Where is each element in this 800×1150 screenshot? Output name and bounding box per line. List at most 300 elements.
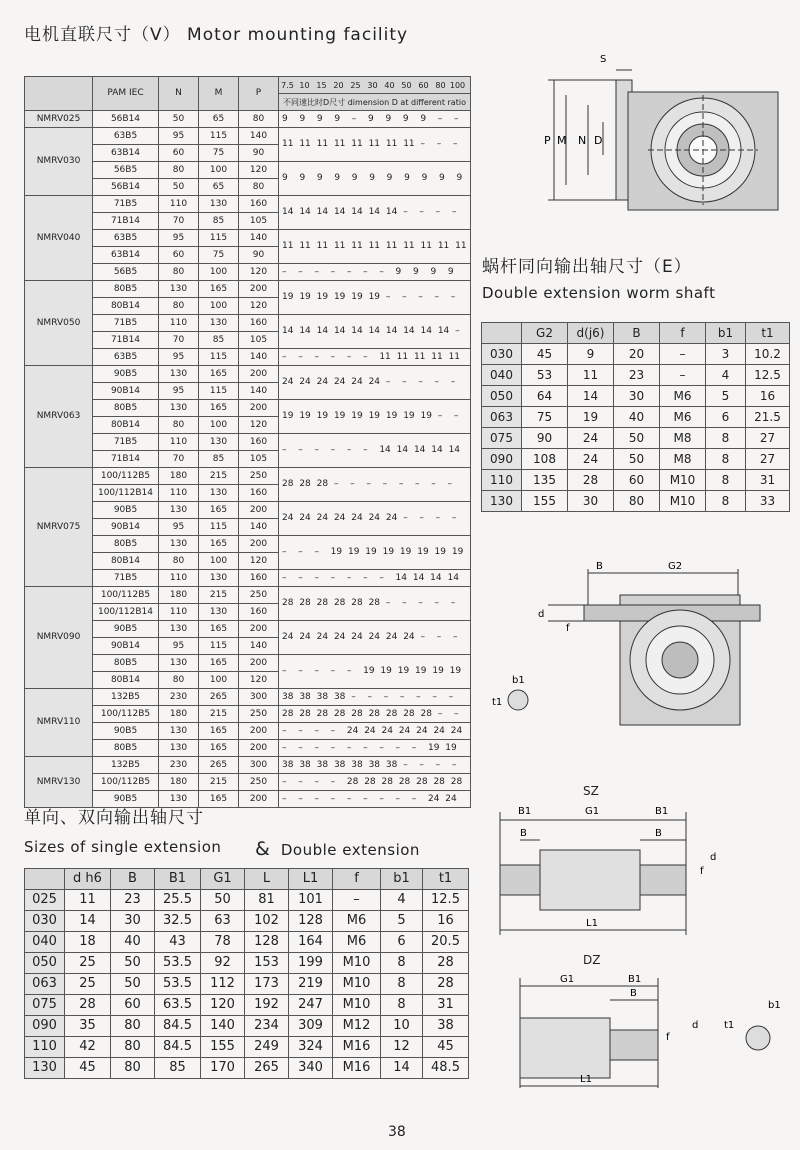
m-cell: 215 bbox=[199, 774, 239, 791]
d-cell: – – – – – – – – – 24 24 bbox=[279, 791, 471, 808]
value-cell: M8 bbox=[660, 428, 706, 449]
n-cell: 130 bbox=[159, 281, 199, 298]
d-cell: 11 11 11 11 11 11 11 11 11 11 11 bbox=[279, 230, 471, 264]
p-cell: 250 bbox=[239, 587, 279, 604]
size-cell: 130 bbox=[25, 1058, 65, 1079]
size-cell: 130 bbox=[482, 491, 522, 512]
dz-drawing bbox=[500, 968, 790, 1098]
value-cell: 64 bbox=[522, 386, 568, 407]
pam-cell: 71B14 bbox=[93, 213, 159, 230]
output-shaft-table-header bbox=[25, 869, 469, 890]
p-cell: 120 bbox=[239, 298, 279, 315]
table-row bbox=[25, 587, 471, 604]
pam-cell: 71B14 bbox=[93, 451, 159, 468]
d-cell: 28 28 28 28 28 28 28 28 28 – – bbox=[279, 706, 471, 723]
p-cell: 200 bbox=[239, 400, 279, 417]
value-cell: 80 bbox=[111, 1037, 155, 1058]
pam-cell: 132B5 bbox=[93, 689, 159, 706]
value-cell: 20.5 bbox=[423, 932, 469, 953]
p-cell: 120 bbox=[239, 672, 279, 689]
m-cell: 115 bbox=[199, 230, 239, 247]
value-cell: 45 bbox=[65, 1058, 111, 1079]
p-cell: 90 bbox=[239, 247, 279, 264]
d-cell: 19 19 19 19 19 19 19 19 19 – – bbox=[279, 400, 471, 434]
pam-cell: 56B14 bbox=[93, 179, 159, 196]
p-cell: 160 bbox=[239, 434, 279, 451]
pam-cell: 71B5 bbox=[93, 434, 159, 451]
section-e-title: 蜗杆同向输出轴尺寸（E） bbox=[482, 257, 692, 277]
value-cell: – bbox=[660, 344, 706, 365]
p-cell: 120 bbox=[239, 162, 279, 179]
d-cell: 14 14 14 14 14 14 14 14 14 14 – bbox=[279, 315, 471, 349]
p-cell: 200 bbox=[239, 281, 279, 298]
pam-cell: 132B5 bbox=[93, 757, 159, 774]
n-cell: 180 bbox=[159, 774, 199, 791]
value-cell: 53 bbox=[522, 365, 568, 386]
m-cell: 100 bbox=[199, 298, 239, 315]
value-cell: 45 bbox=[423, 1037, 469, 1058]
value-cell: 140 bbox=[201, 1016, 245, 1037]
value-cell: 50 bbox=[614, 428, 660, 449]
m-cell: 215 bbox=[199, 587, 239, 604]
value-cell: M10 bbox=[333, 995, 381, 1016]
value-cell: 35 bbox=[65, 1016, 111, 1037]
n-cell: 80 bbox=[159, 417, 199, 434]
n-cell: 80 bbox=[159, 298, 199, 315]
size-cell: 063 bbox=[482, 407, 522, 428]
pam-cell: 63B5 bbox=[93, 349, 159, 366]
value-cell: 42 bbox=[65, 1037, 111, 1058]
pam-cell: 100/112B5 bbox=[93, 587, 159, 604]
d-cell: – – – – 28 28 28 28 28 28 28 bbox=[279, 774, 471, 791]
p-cell: 120 bbox=[239, 553, 279, 570]
value-cell: M10 bbox=[333, 953, 381, 974]
section-s-subtitle-1: Sizes of single extension bbox=[24, 838, 222, 856]
value-cell: 11 bbox=[568, 365, 614, 386]
table-row bbox=[25, 757, 471, 774]
m-cell: 100 bbox=[199, 417, 239, 434]
value-cell: – bbox=[660, 365, 706, 386]
m-cell: 265 bbox=[199, 757, 239, 774]
value-cell: 128 bbox=[245, 932, 289, 953]
column-header: t1 bbox=[746, 323, 790, 344]
value-cell: M6 bbox=[333, 932, 381, 953]
n-cell: 130 bbox=[159, 621, 199, 638]
value-cell: 170 bbox=[201, 1058, 245, 1079]
size-cell: 030 bbox=[482, 344, 522, 365]
d-cell: 9 9 9 9 9 9 9 9 9 9 9 bbox=[279, 162, 471, 196]
value-cell: 48.5 bbox=[423, 1058, 469, 1079]
table-row bbox=[25, 366, 471, 383]
value-cell: 43 bbox=[155, 932, 201, 953]
value-cell: 16 bbox=[746, 386, 790, 407]
value-cell: 81 bbox=[245, 890, 289, 911]
pam-cell: 56B14 bbox=[93, 111, 159, 128]
n-cell: 110 bbox=[159, 196, 199, 213]
m-cell: 100 bbox=[199, 672, 239, 689]
sz-b-right: B bbox=[655, 828, 662, 839]
value-cell: 50 bbox=[111, 953, 155, 974]
n-cell: 95 bbox=[159, 349, 199, 366]
n-cell: 180 bbox=[159, 587, 199, 604]
m-cell: 130 bbox=[199, 485, 239, 502]
value-cell: 16 bbox=[423, 911, 469, 932]
size-cell: 110 bbox=[25, 1037, 65, 1058]
header-n: N bbox=[159, 77, 199, 111]
n-cell: 95 bbox=[159, 230, 199, 247]
p-cell: 300 bbox=[239, 689, 279, 706]
dim-m-label: M bbox=[557, 134, 567, 147]
ratio-header: 10 bbox=[299, 80, 310, 90]
value-cell: 108 bbox=[522, 449, 568, 470]
n-cell: 50 bbox=[159, 179, 199, 196]
value-cell: 155 bbox=[522, 491, 568, 512]
value-cell: 12 bbox=[381, 1037, 423, 1058]
dz-g1-label: G1 bbox=[560, 974, 575, 985]
value-cell: 199 bbox=[289, 953, 333, 974]
sz-g1-label: G1 bbox=[585, 806, 600, 817]
value-cell: 10 bbox=[381, 1016, 423, 1037]
pam-cell: 80B14 bbox=[93, 417, 159, 434]
value-cell: 25 bbox=[65, 974, 111, 995]
pam-cell: 80B14 bbox=[93, 298, 159, 315]
size-cell: 063 bbox=[25, 974, 65, 995]
value-cell: 28 bbox=[423, 974, 469, 995]
value-cell: 12.5 bbox=[746, 365, 790, 386]
m-cell: 165 bbox=[199, 366, 239, 383]
pam-cell: 90B14 bbox=[93, 383, 159, 400]
value-cell: 84.5 bbox=[155, 1016, 201, 1037]
m-cell: 165 bbox=[199, 536, 239, 553]
ratio-header: 20 bbox=[333, 80, 344, 90]
value-cell: 30 bbox=[568, 491, 614, 512]
size-cell: 110 bbox=[482, 470, 522, 491]
p-cell: 120 bbox=[239, 417, 279, 434]
p-cell: 160 bbox=[239, 485, 279, 502]
value-cell: 101 bbox=[289, 890, 333, 911]
value-cell: 6 bbox=[706, 407, 746, 428]
e-b1-label: b1 bbox=[512, 675, 525, 686]
page-number: 38 bbox=[388, 1124, 406, 1140]
column-header: L bbox=[245, 869, 289, 890]
p-cell: 250 bbox=[239, 774, 279, 791]
pam-cell: 90B5 bbox=[93, 621, 159, 638]
p-cell: 200 bbox=[239, 655, 279, 672]
value-cell: M12 bbox=[333, 1016, 381, 1037]
n-cell: 130 bbox=[159, 655, 199, 672]
value-cell: 32.5 bbox=[155, 911, 201, 932]
m-cell: 130 bbox=[199, 196, 239, 213]
n-cell: 50 bbox=[159, 111, 199, 128]
pam-cell: 80B5 bbox=[93, 281, 159, 298]
column-header: b1 bbox=[706, 323, 746, 344]
value-cell: 28 bbox=[65, 995, 111, 1016]
pam-cell: 90B14 bbox=[93, 519, 159, 536]
column-header: L1 bbox=[289, 869, 333, 890]
value-cell: 11 bbox=[65, 890, 111, 911]
worm-shaft-table-header bbox=[482, 323, 790, 344]
d-cell: – – – – – – – – – 19 19 bbox=[279, 740, 471, 757]
size-cell: 090 bbox=[482, 449, 522, 470]
sz-b1-left: B1 bbox=[518, 806, 532, 817]
value-cell: 31 bbox=[423, 995, 469, 1016]
ampersand: & bbox=[255, 838, 271, 860]
value-cell: 60 bbox=[111, 995, 155, 1016]
n-cell: 130 bbox=[159, 400, 199, 417]
value-cell: 135 bbox=[522, 470, 568, 491]
pam-cell: 90B5 bbox=[93, 723, 159, 740]
m-cell: 165 bbox=[199, 723, 239, 740]
m-cell: 130 bbox=[199, 315, 239, 332]
e-g2-label: G2 bbox=[668, 561, 683, 572]
value-cell: 20 bbox=[614, 344, 660, 365]
dz-caption: DZ bbox=[583, 953, 601, 967]
value-cell: M6 bbox=[660, 407, 706, 428]
value-cell: 23 bbox=[614, 365, 660, 386]
value-cell: 112 bbox=[201, 974, 245, 995]
value-cell: 4 bbox=[381, 890, 423, 911]
value-cell: M6 bbox=[333, 911, 381, 932]
p-cell: 250 bbox=[239, 706, 279, 723]
section-s-subtitle-2 bbox=[255, 838, 420, 860]
section-s-subtitle-2-text: Double extension bbox=[280, 841, 420, 859]
value-cell: 8 bbox=[381, 974, 423, 995]
e-f-label: f bbox=[566, 623, 570, 634]
table-row bbox=[25, 128, 471, 145]
m-cell: 115 bbox=[199, 128, 239, 145]
n-cell: 230 bbox=[159, 757, 199, 774]
p-cell: 140 bbox=[239, 349, 279, 366]
p-cell: 200 bbox=[239, 791, 279, 808]
value-cell: 24 bbox=[568, 428, 614, 449]
dz-b1-key-label: b1 bbox=[768, 1000, 781, 1011]
p-cell: 200 bbox=[239, 366, 279, 383]
value-cell: 50 bbox=[201, 890, 245, 911]
sz-drawing bbox=[490, 800, 790, 950]
e-t1-label: t1 bbox=[492, 697, 503, 708]
section-s-title: 单向、双向输出轴尺寸 bbox=[24, 808, 204, 828]
value-cell: 30 bbox=[111, 911, 155, 932]
value-cell: M10 bbox=[660, 470, 706, 491]
pam-cell: 90B14 bbox=[93, 638, 159, 655]
ratio-header: 60 bbox=[418, 80, 429, 90]
pam-cell: 90B5 bbox=[93, 791, 159, 808]
pam-cell: 80B14 bbox=[93, 553, 159, 570]
n-cell: 95 bbox=[159, 638, 199, 655]
m-cell: 215 bbox=[199, 468, 239, 485]
d-cell: 19 19 19 19 19 19 – – – – – bbox=[279, 281, 471, 315]
value-cell: 14 bbox=[381, 1058, 423, 1079]
ratio-header: 7.5 bbox=[281, 80, 294, 90]
column-header: G2 bbox=[522, 323, 568, 344]
dim-s-label: S bbox=[600, 54, 607, 65]
n-cell: 130 bbox=[159, 740, 199, 757]
table-row bbox=[25, 1058, 469, 1079]
value-cell: 8 bbox=[706, 470, 746, 491]
table-row bbox=[25, 953, 469, 974]
dim-n-label: N bbox=[578, 134, 587, 147]
value-cell: 8 bbox=[706, 428, 746, 449]
value-cell: 6 bbox=[381, 932, 423, 953]
value-cell: 27 bbox=[746, 449, 790, 470]
p-cell: 105 bbox=[239, 332, 279, 349]
d-cell: 38 38 38 38 38 38 38 – – – – bbox=[279, 757, 471, 774]
pam-cell: 71B5 bbox=[93, 196, 159, 213]
p-cell: 80 bbox=[239, 179, 279, 196]
model-cell: NMRV030 bbox=[25, 128, 93, 196]
m-cell: 165 bbox=[199, 281, 239, 298]
n-cell: 110 bbox=[159, 315, 199, 332]
p-cell: 80 bbox=[239, 111, 279, 128]
value-cell: 155 bbox=[201, 1037, 245, 1058]
value-cell: 164 bbox=[289, 932, 333, 953]
n-cell: 70 bbox=[159, 213, 199, 230]
value-cell: 28 bbox=[568, 470, 614, 491]
value-cell: M16 bbox=[333, 1058, 381, 1079]
d-cell: – – – – – – – 14 14 14 14 bbox=[279, 570, 471, 587]
value-cell: – bbox=[333, 890, 381, 911]
column-header: t1 bbox=[423, 869, 469, 890]
table-row bbox=[25, 1037, 469, 1058]
pam-cell: 100/112B5 bbox=[93, 774, 159, 791]
size-cell: 050 bbox=[25, 953, 65, 974]
pam-cell: 100/112B14 bbox=[93, 485, 159, 502]
e-d-label: d bbox=[538, 609, 545, 620]
m-cell: 100 bbox=[199, 553, 239, 570]
value-cell: 14 bbox=[568, 386, 614, 407]
column-header: f bbox=[660, 323, 706, 344]
ratio-header: 25 bbox=[350, 80, 361, 90]
table-row bbox=[25, 995, 469, 1016]
sz-f-label: f bbox=[700, 866, 704, 877]
d-cell: – – – 19 19 19 19 19 19 19 19 bbox=[279, 536, 471, 570]
pam-cell: 90B5 bbox=[93, 502, 159, 519]
motor-mounting-table bbox=[24, 76, 471, 808]
m-cell: 130 bbox=[199, 434, 239, 451]
m-cell: 75 bbox=[199, 247, 239, 264]
header-dim-note: 不同速比时D尺寸 dimension D at different ratio bbox=[279, 94, 471, 111]
d-cell: 24 24 24 24 24 24 24 24 – – – bbox=[279, 621, 471, 655]
table-row bbox=[25, 932, 469, 953]
pam-cell: 90B5 bbox=[93, 366, 159, 383]
m-cell: 65 bbox=[199, 179, 239, 196]
size-cell: 090 bbox=[25, 1016, 65, 1037]
m-cell: 115 bbox=[199, 519, 239, 536]
dim-p-label: P bbox=[544, 134, 551, 147]
d-cell: – – – – – 19 19 19 19 19 19 bbox=[279, 655, 471, 689]
sz-d-label: d bbox=[710, 852, 717, 863]
sz-b-left: B bbox=[520, 828, 527, 839]
n-cell: 130 bbox=[159, 723, 199, 740]
pam-cell: 71B5 bbox=[93, 570, 159, 587]
pam-cell: 71B14 bbox=[93, 332, 159, 349]
value-cell: 192 bbox=[245, 995, 289, 1016]
d-cell: 9 9 9 9 – 9 9 9 9 – – bbox=[279, 111, 471, 128]
n-cell: 60 bbox=[159, 145, 199, 162]
pam-cell: 100/112B14 bbox=[93, 604, 159, 621]
value-cell: 53.5 bbox=[155, 953, 201, 974]
value-cell: 33 bbox=[746, 491, 790, 512]
value-cell: M6 bbox=[660, 386, 706, 407]
header-model bbox=[25, 77, 93, 111]
pam-cell: 100/112B5 bbox=[93, 706, 159, 723]
table-row bbox=[25, 468, 471, 485]
size-cell: 075 bbox=[25, 995, 65, 1016]
column-header: B bbox=[614, 323, 660, 344]
value-cell: 28 bbox=[423, 953, 469, 974]
n-cell: 130 bbox=[159, 791, 199, 808]
value-cell: 102 bbox=[245, 911, 289, 932]
value-cell: 249 bbox=[245, 1037, 289, 1058]
motor-mounting-table-body bbox=[25, 111, 471, 808]
table-row bbox=[25, 974, 469, 995]
n-cell: 70 bbox=[159, 451, 199, 468]
value-cell: 75 bbox=[522, 407, 568, 428]
value-cell: 25.5 bbox=[155, 890, 201, 911]
dz-d-label: d bbox=[692, 1020, 699, 1031]
pam-cell: 56B5 bbox=[93, 264, 159, 281]
table-row bbox=[482, 491, 790, 512]
value-cell: M8 bbox=[660, 449, 706, 470]
sz-caption: SZ bbox=[583, 784, 599, 798]
value-cell: 19 bbox=[568, 407, 614, 428]
value-cell: M16 bbox=[333, 1037, 381, 1058]
model-cell: NMRV090 bbox=[25, 587, 93, 689]
value-cell: 18 bbox=[65, 932, 111, 953]
model-cell: NMRV063 bbox=[25, 366, 93, 468]
d-cell: 28 28 28 – – – – – – – – bbox=[279, 468, 471, 502]
ratio-header: 100 bbox=[449, 80, 466, 90]
p-cell: 140 bbox=[239, 230, 279, 247]
m-cell: 100 bbox=[199, 264, 239, 281]
size-cell: 075 bbox=[482, 428, 522, 449]
m-cell: 130 bbox=[199, 570, 239, 587]
value-cell: 4 bbox=[706, 365, 746, 386]
ratio-header: 15 bbox=[316, 80, 327, 90]
value-cell: 63.5 bbox=[155, 995, 201, 1016]
table-row bbox=[25, 1016, 469, 1037]
m-cell: 165 bbox=[199, 791, 239, 808]
dim-d-label: D bbox=[594, 134, 603, 147]
pam-cell: 63B5 bbox=[93, 230, 159, 247]
value-cell: 25 bbox=[65, 953, 111, 974]
d-cell: – – – – – – – 9 9 9 9 bbox=[279, 264, 471, 281]
value-cell: 340 bbox=[289, 1058, 333, 1079]
p-cell: 200 bbox=[239, 536, 279, 553]
ratio-header: 40 bbox=[384, 80, 395, 90]
p-cell: 300 bbox=[239, 757, 279, 774]
n-cell: 130 bbox=[159, 502, 199, 519]
m-cell: 85 bbox=[199, 332, 239, 349]
value-cell: 234 bbox=[245, 1016, 289, 1037]
pam-cell: 80B5 bbox=[93, 655, 159, 672]
d-cell: – – – – 24 24 24 24 24 24 24 bbox=[279, 723, 471, 740]
m-cell: 165 bbox=[199, 502, 239, 519]
value-cell: 8 bbox=[381, 995, 423, 1016]
output-shaft-table-body bbox=[25, 890, 469, 1079]
value-cell: 45 bbox=[522, 344, 568, 365]
d-cell: 24 24 24 24 24 24 24 – – – – bbox=[279, 502, 471, 536]
column-header bbox=[25, 869, 65, 890]
table-row bbox=[482, 386, 790, 407]
sz-l1-label: L1 bbox=[586, 918, 598, 929]
value-cell: M10 bbox=[333, 974, 381, 995]
column-header: G1 bbox=[201, 869, 245, 890]
motor-mounting-drawing bbox=[508, 50, 788, 240]
value-cell: 9 bbox=[568, 344, 614, 365]
section-v-title bbox=[24, 20, 408, 45]
n-cell: 70 bbox=[159, 332, 199, 349]
